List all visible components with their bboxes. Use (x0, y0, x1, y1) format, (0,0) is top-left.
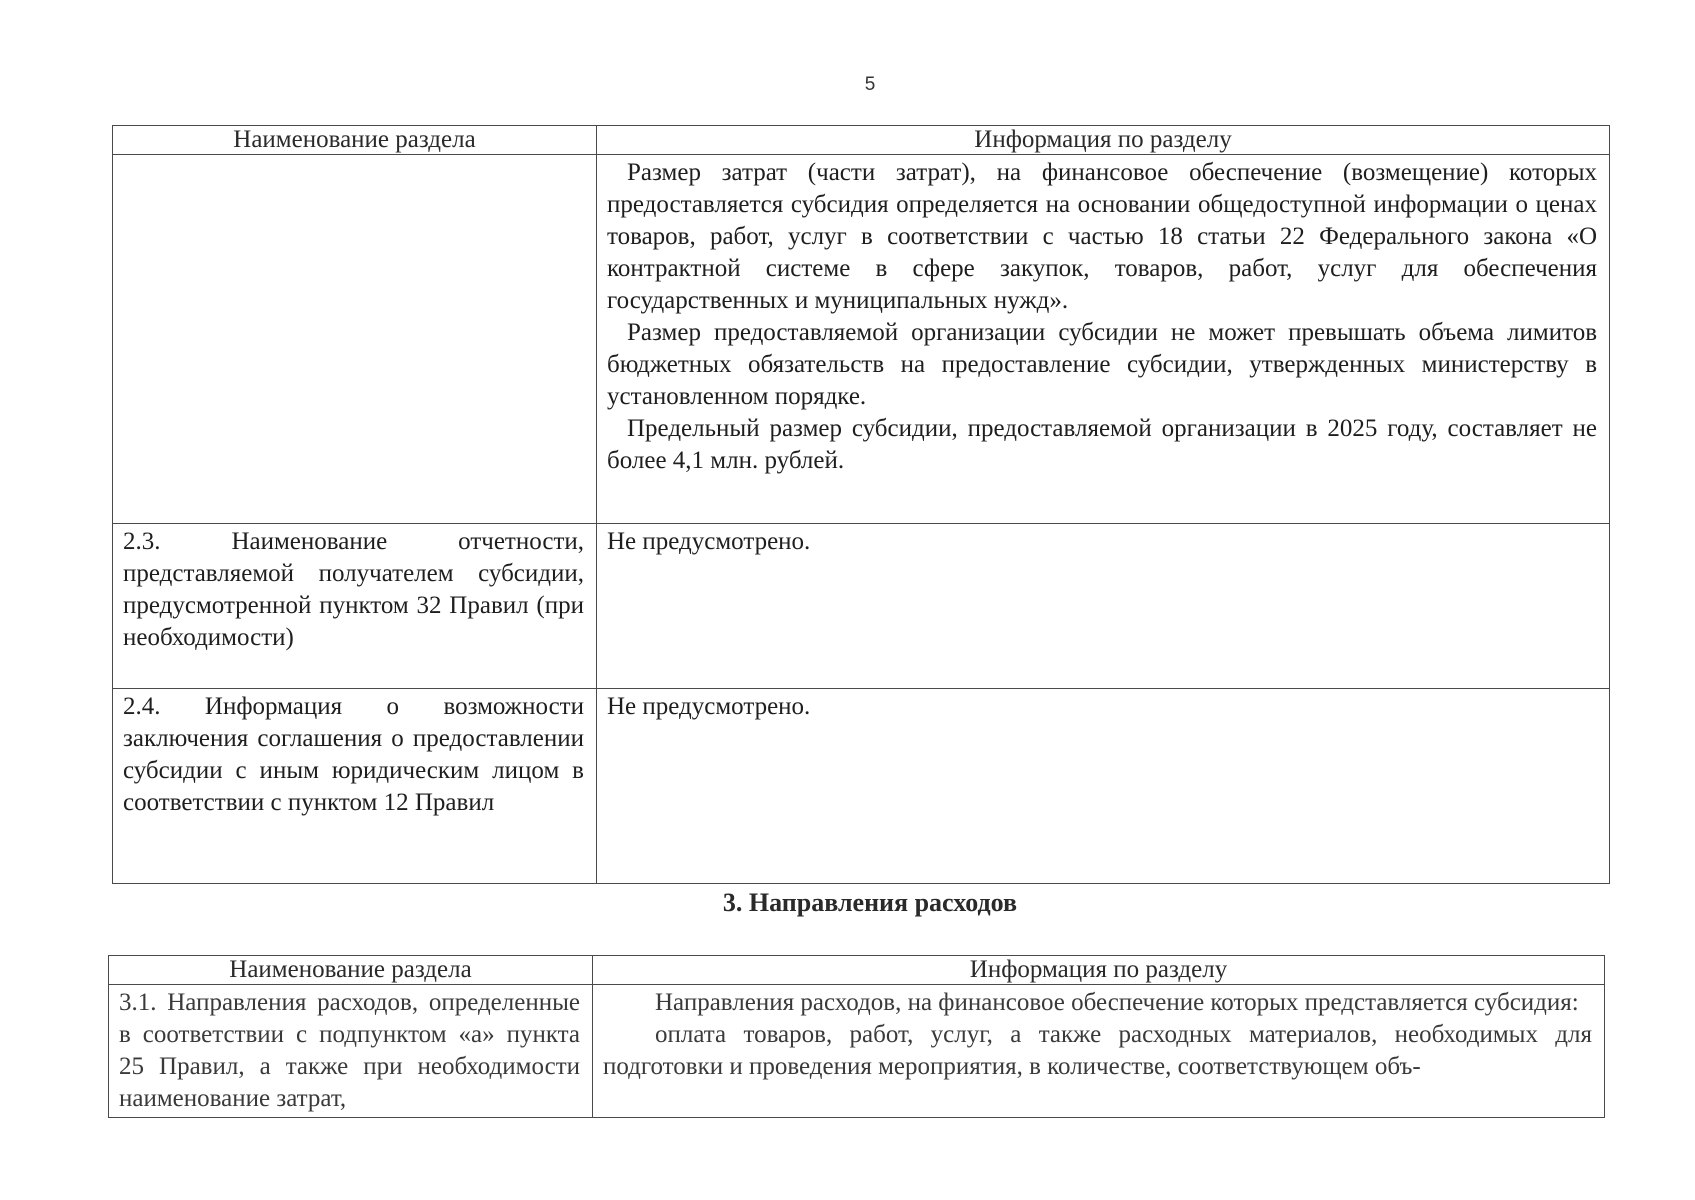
table-row (109, 985, 1605, 1118)
column-header-section-name: Наименование раздела (109, 956, 593, 985)
info-paragraph: Предельный размер субсидии, предоставляемой организации в 2025 году, составляет не более 4,1 млн. рублей. (607, 415, 1597, 474)
section-info-cell: Не предусмотрено. (597, 689, 1610, 884)
section-info-cell (597, 155, 1610, 524)
section-name-cell: 2.4. Информация о возможности заключения соглашения о предоставлении субсидии с иным юридическим лицом в соответствии с пунктом 12 Правил (113, 689, 597, 884)
table-header-row (109, 956, 1605, 985)
section-info-cell (593, 985, 1605, 1118)
column-header-section-info: Информация по разделу (597, 126, 1610, 155)
column-header-section-name: Наименование раздела (113, 126, 597, 155)
section-info-cell: Не предусмотрено. (597, 524, 1610, 689)
section-heading: 3. Направления расходов (722, 888, 1018, 917)
table-row (113, 524, 1610, 689)
section-3-table (108, 955, 1605, 1118)
column-header-section-info: Информация по разделу (593, 956, 1605, 985)
info-paragraph: Размер предоставляемой организации субсидии не может превышать объема лимитов бюджетных обязательств на предоставление субсидии, утвержденных министерству в установленном порядке. (607, 319, 1597, 410)
section-2-table (112, 125, 1610, 884)
table-row (113, 689, 1610, 884)
info-paragraph: оплата товаров, работ, услуг, а также расходных материалов, необходимых для подготовки и проведения мероприятия, в количестве, соответствующем объ- (603, 1021, 1592, 1080)
page-number: 5 (864, 74, 876, 95)
section-name-cell (113, 155, 597, 524)
info-paragraph: Направления расходов, на финансовое обеспечение которых представляется субсидия: (655, 989, 1579, 1016)
table-row (113, 155, 1610, 524)
info-paragraph: Размер затрат (части затрат), на финансовое обеспечение (возмещение) которых предоставляется субсидия определяется на основании общедоступной информации о ценах товаров, работ, услуг в соответствии с частью 18 статьи 22 Федерального закона «О контрактной системе в сфере закупок, товаров, работ, услуг для обеспечения государственных и муниципальных нужд». (607, 159, 1597, 314)
table-header-row (113, 126, 1610, 155)
section-name-cell: 3.1. Направления расходов, определенные в соответствии с подпунктом «а» пункта 25 Правил, а также при необходимости наименование затрат, (109, 985, 593, 1118)
section-name-cell: 2.3. Наименование отчетности, представляемой получателем субсидии, предусмотренной пунктом 32 Правил (при необходимости) (113, 524, 597, 689)
